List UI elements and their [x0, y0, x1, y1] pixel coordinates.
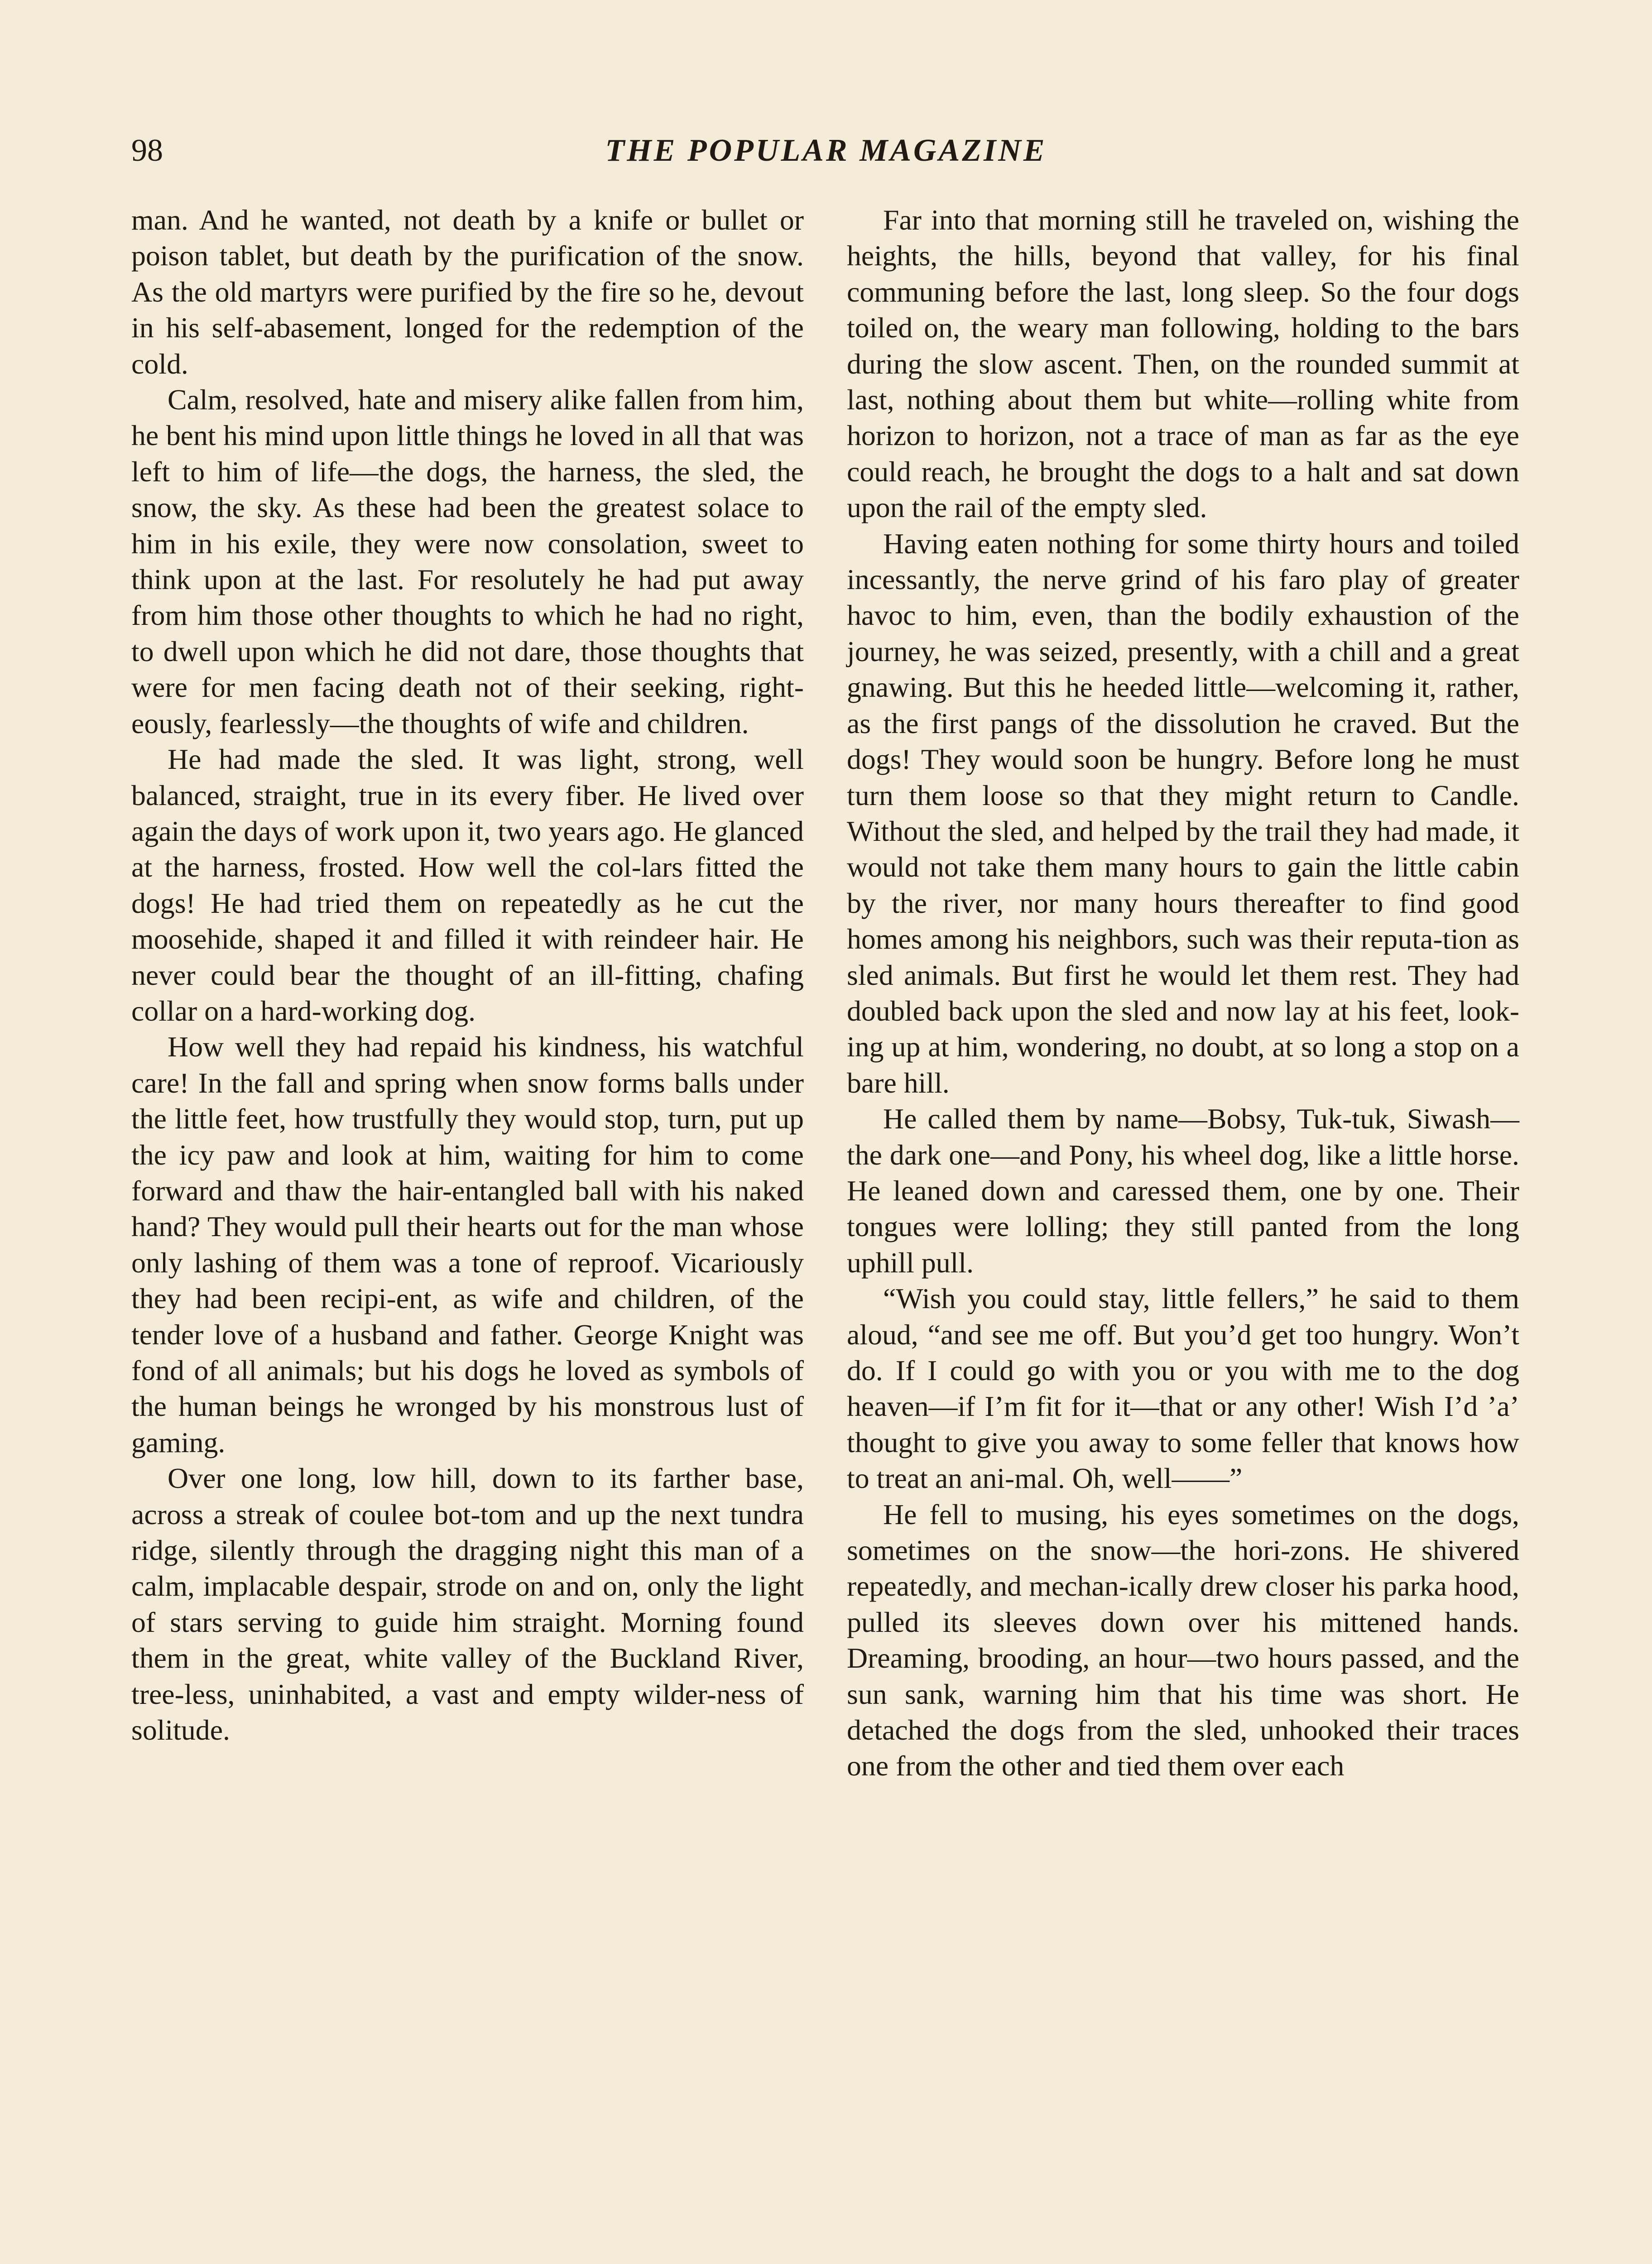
paragraph: man. And he wanted, not death by a knife or bullet or poison tablet, but death by the purification of the snow. As the old martyrs were purified by the fire so he, devout in his self-abasement, longed for the redemption of the cold.	[131, 204, 804, 380]
paragraph: “Wish you could stay, little fellers,” he said to them aloud, “and see me off. But you’d get too hungry. Won’t do. If I could go with you or you with me to the dog heaven—if I’m fit for it—that or any other! Wish I’d ’a’ thought to give you away to some feller that knows how to treat an ani-mal. Oh, well——”	[847, 1282, 1519, 1495]
running-head	[131, 126, 1521, 176]
paragraph: He called them by name—Bobsy, Tuk-tuk, Siwash—the dark one—and Pony, his wheel dog, like a little horse. He leaned down and caressed them, one by one. Their tongues were lolling; they still panted from the long uphill pull.	[847, 1103, 1519, 1279]
paragraph: Having eaten nothing for some thirty hours and toiled incessantly, the nerve grind of his faro play of greater havoc to him, even, than the bodily exhaustion of the journey, he was seized, presently, with a chill and a great gnawing. But this he heeded little—welcoming it, rather, as the first pangs of the dissolution he craved. But the dogs! They would soon be hungry. Before long he must turn them loose so that they might return to Candle. Without the sled, and helped by the trail they had made, it would not take them many hours to gain the little cabin by the river, nor many hours thereafter to find good homes among his neighbors, such was their reputa-tion as sled animals. But first he would let them rest. They had doubled back upon the sled and now lay at his feet, look-ing up at him, wondering, no doubt, at so long a stop on a bare hill.	[847, 527, 1519, 1099]
paragraph: Over one long, low hill, down to its farther base, across a streak of coulee bot-tom and up the next tundra ridge, silently through the dragging night this man of a calm, implacable despair, strode on and on, only the light of stars serving to guide him straight. Morning found them in the great, white valley of the Buckland River, tree-less, uninhabited, a vast and empty wilder-ness of solitude.	[131, 1462, 804, 1746]
magazine-title: THE POPULAR MAGAZINE	[605, 133, 1047, 168]
paragraph: How well they had repaid his kindness, his watchful care! In the fall and spring when snow forms balls under the little feet, how trustfully they would stop, turn, put up the icy paw and look at him, waiting for him to come forward and thaw the hair-entangled ball with his naked hand? They would pull their hearts out for the man whose only lashing of them was a tone of reproof. Vicariously they had been recipi-ent, as wife and children, of the tender love of a husband and father. George Knight was fond of all animals; but his dogs he loved as symbols of the human beings he wronged by his monstrous lust of gaming.	[131, 1031, 804, 1458]
paragraph: Calm, resolved, hate and misery alike fallen from him, he bent his mind upon little things he loved in all that was left to him of life—the dogs, the harness, the sled, the snow, the sky. As these had been the greatest solace to him in his exile, they were now consolation, sweet to think upon at the last. For resolutely he had put away from him those other thoughts to which he had no right, to dwell upon which he did not dare, those thoughts that were for men facing death not of their seeking, right-eously, fearlessly—the thoughts of wife and children.	[131, 384, 804, 739]
paragraph: Far into that morning still he traveled on, wishing the heights, the hills, beyond that valley, for his final communing before the last, long sleep. So the four dogs toiled on, the weary man following, holding to the bars during the slow ascent. Then, on the rounded summit at last, nothing about them but white—rolling white from horizon to horizon, not a trace of man as far as the eye could reach, he brought the dogs to a halt and sat down upon the rail of the empty sled.	[847, 204, 1519, 524]
right-column	[847, 202, 1519, 1784]
page-number: 98	[131, 133, 163, 168]
left-column	[131, 202, 804, 1748]
paragraph: He had made the sled. It was light, strong, well balanced, straight, true in its every fiber. He lived over again the days of work upon it, two years ago. He glanced at the harness, frosted. How well the col-lars fitted the dogs! He had tried them on repeatedly as he cut the moosehide, shaped it and filled it with reindeer hair. He never could bear the thought of an ill-fitting, chafing collar on a hard-working dog.	[131, 743, 804, 1027]
paragraph: He fell to musing, his eyes sometimes on the dogs, sometimes on the snow—the hori-zons. He shivered repeatedly, and mechan-ically drew closer his parka hood, pulled its sleeves down over his mittened hands. Dreaming, brooding, an hour—two hours passed, and the sun sank, warning him that his time was short. He detached the dogs from the sled, unhooked their traces one from the other and tied them over each	[847, 1498, 1519, 1782]
